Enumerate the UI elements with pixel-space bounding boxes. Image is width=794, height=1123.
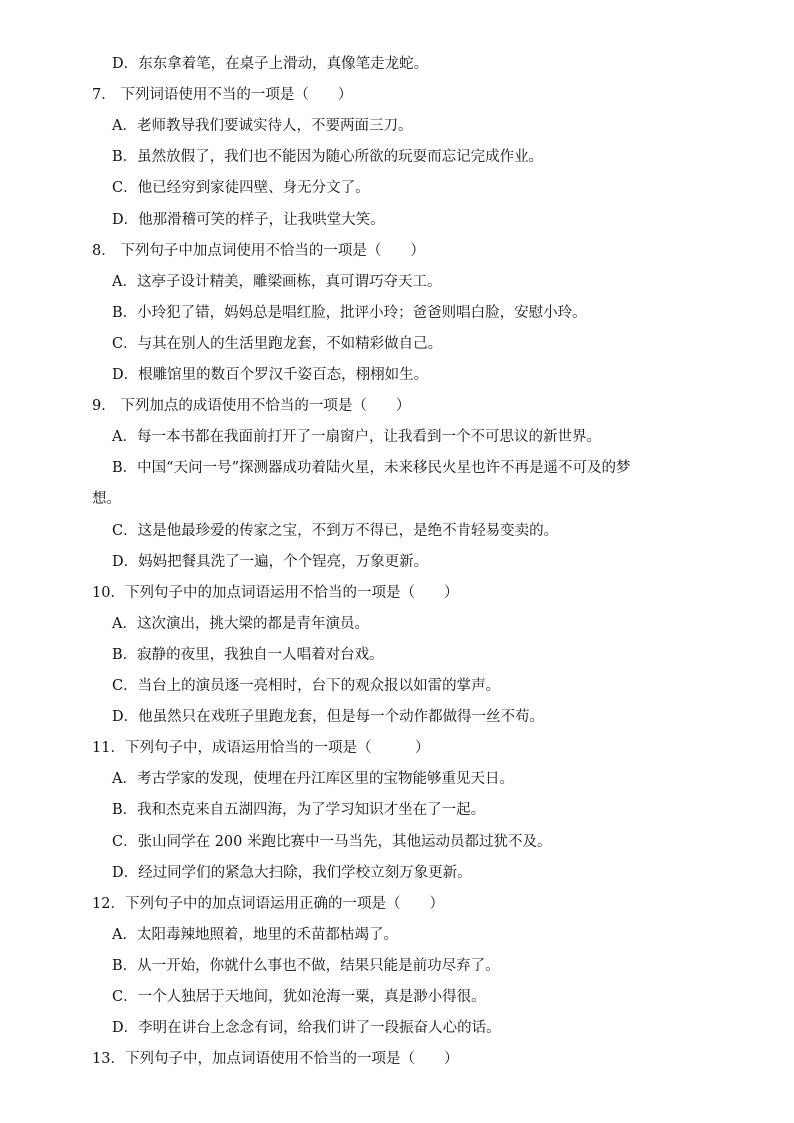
option-line: D．妈妈把餐具洗了一遍，个个锃亮，万象更新。 — [112, 554, 429, 570]
option-line: D．他那滑稽可笑的样子，让我哄堂大笑。 — [112, 212, 385, 228]
option-line: B．小玲犯了错，妈妈总是唱红脸，批评小玲；爸爸则唱白脸，安慰小玲。 — [112, 305, 587, 321]
option-continuation-line: 想。 — [92, 491, 121, 507]
question-line: 12．下列句子中的加点词语运用正确的一项是（ ） — [92, 896, 444, 912]
option-line: A．老师教导我们要诚实待人，不要两面三刀。 — [112, 118, 413, 134]
option-line: C．一个人独居于天地间，犹如沧海一粟，真是渺小得很。 — [112, 989, 486, 1005]
option-line: C．他已经穷到家徒四壁、身无分文了。 — [112, 180, 370, 196]
option-line: D．经过同学们的紧急大扫除，我们学校立刻万象更新。 — [112, 865, 472, 881]
option-line: C．张山同学在 200 米跑比赛中一马当先，其他运动员都过犹不及。 — [112, 834, 552, 850]
option-line: A．这次演出，挑大梁的都是青年演员。 — [112, 616, 369, 632]
option-line: C．当台上的演员逐一亮相时，台下的观众报以如雷的掌声。 — [112, 678, 501, 694]
question-line: 11．下列句子中，成语运用恰当的一项是（ ） — [92, 740, 430, 756]
option-line: A．考古学家的发现，使埋在丹江库区里的宝物能够重见天日。 — [112, 771, 514, 787]
question-line: 7． 下列词语使用不当的一项是（ ） — [92, 87, 353, 103]
text-line: D．东东拿着笔，在桌子上滑动，真像笔走龙蛇。 — [112, 56, 429, 72]
option-line: B．从一开始，你就什么事也不做，结果只能是前功尽弃了。 — [112, 958, 500, 974]
option-line: B．寂静的夜里，我独自一人唱着对台戏。 — [112, 647, 384, 663]
option-line: B．我和杰克来自五湖四海，为了学习知识才坐在了一起。 — [112, 802, 486, 818]
question-line: 13．下列句子中，加点词语使用不恰当的一项是（ ） — [92, 1051, 459, 1067]
option-line: A．这亭子设计精美，雕梁画栋，真可谓巧夺天工。 — [112, 274, 442, 290]
option-line: B．虽然放假了，我们也不能因为随心所欲的玩耍而忘记完成作业。 — [112, 149, 544, 165]
question-line: 10．下列句子中的加点词语运用不恰当的一项是（ ） — [92, 585, 459, 601]
option-line: D．他虽然只在戏班子里跑龙套，但是每一个动作都做得一丝不苟。 — [112, 709, 545, 725]
option-line: C．这是他最珍爱的传家之宝，不到万不得已，是绝不肯轻易变卖的。 — [112, 523, 559, 539]
option-line: D．李明在讲台上念念有词，给我们讲了一段振奋人心的话。 — [112, 1020, 501, 1036]
question-line: 9． 下列加点的成语使用不恰当的一项是（ ） — [92, 398, 411, 414]
question-line: 8． 下列句子中加点词使用不恰当的一项是（ ） — [92, 243, 425, 259]
option-line: C．与其在别人的生活里跑龙套，不如精彩做自己。 — [112, 336, 443, 352]
option-line: D．根雕馆里的数百个罗汉千姿百态，栩栩如生。 — [112, 367, 429, 383]
option-line: A．太阳毒辣地照着，地里的禾苗都枯竭了。 — [112, 927, 398, 943]
option-line: B．中国“天问一号”探测器成功着陆火星，未来移民火星也许不再是遥不可及的梦 — [112, 460, 631, 476]
option-line: A．每一本书都在我面前打开了一扇窗户，让我看到一个不可思议的新世界。 — [112, 429, 601, 445]
